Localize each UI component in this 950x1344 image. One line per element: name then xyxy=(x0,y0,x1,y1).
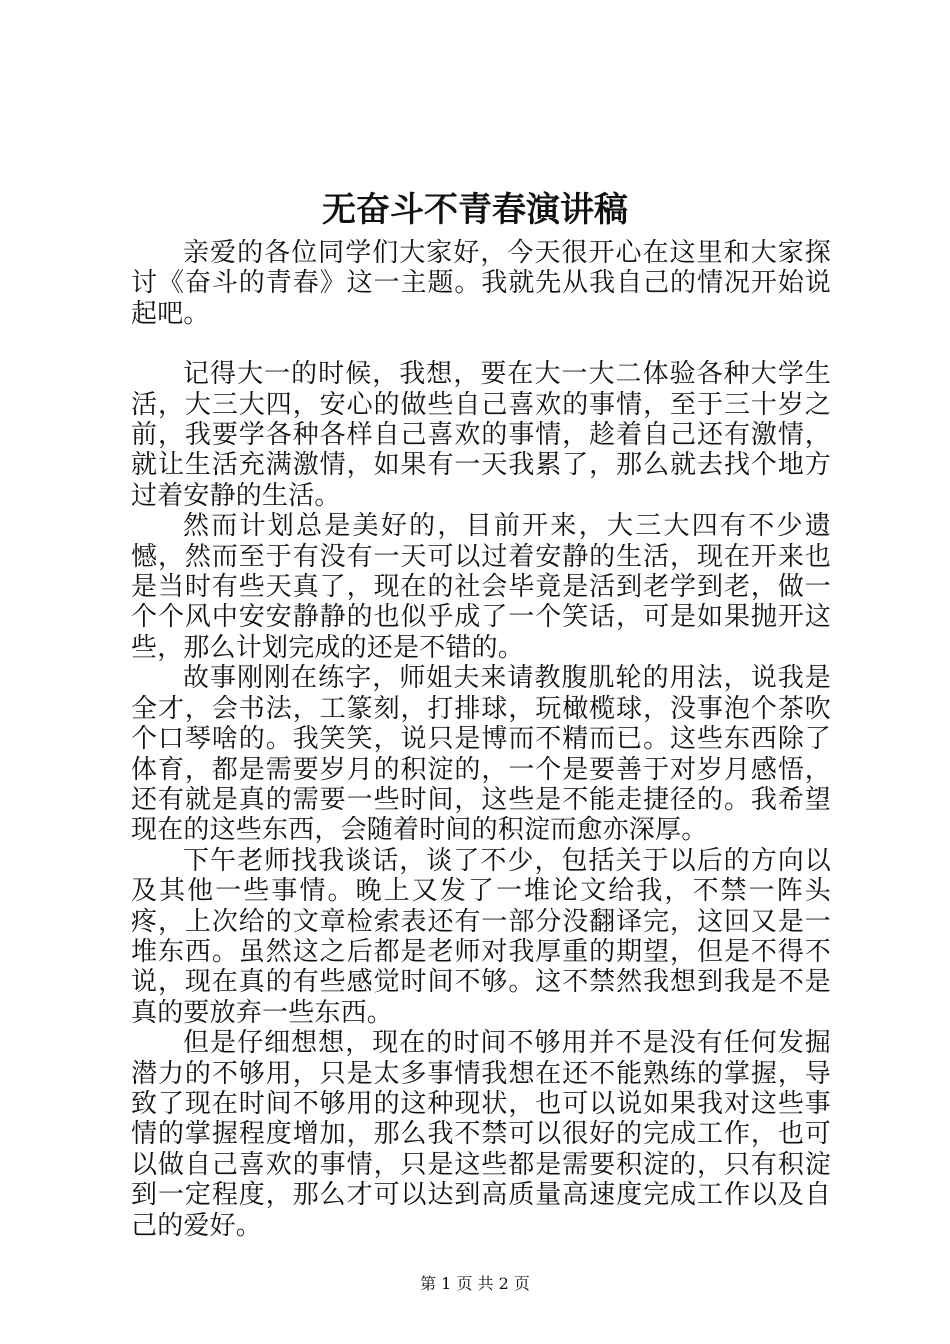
document-title: 无奋斗不青春演讲稿 xyxy=(322,190,628,230)
paragraph: 亲爱的各位同学们大家好，今天很开心在这里和大家探讨《奋斗的青春》这一主题。我就先从我自己的情况开始说起吧。 xyxy=(131,238,831,329)
paragraph-spacer xyxy=(131,329,831,359)
paragraph: 记得大一的时候，我想，要在大一大二体验各种大学生活，大三大四，安心的做些自己喜欢的事情，至于三十岁之前，我要学各种各样自己喜欢的事情，趁着自己还有激情，就让生活充满激情，如果有一天我累了，那么就去找个地方过着安静的生活。 xyxy=(131,359,831,511)
document-body xyxy=(131,238,831,1241)
paragraph: 但是仔细想想，现在的时间不够用并不是没有任何发掘潜力的不够用，只是太多事情我想在还不能熟练的掌握，导致了现在时间不够用的这种现状，也可以说如果我对这些事情的掌握程度增加，那么我不禁可以很好的完成工作，也可以做自己喜欢的事情，只是这些都是需要积淀的，只有积淀到一定程度，那么才可以达到高质量高速度完成工作以及自己的爱好。 xyxy=(131,1028,831,1241)
paragraph: 故事刚刚在练字，师姐夫来请教腹肌轮的用法，说我是全才，会书法，工篆刻，打排球，玩橄榄球，没事泡个茶吹个口琴啥的。我笑笑，说只是博而不精而已。这些东西除了体育，都是需要岁月的积淀的，一个是要善于对岁月感悟，还有就是真的需要一些时间，这些是不能走捷径的。我希望现在的这些东西，会随着时间的积淀而愈亦深厚。 xyxy=(131,663,831,846)
page-number-footer: 第 1 页 共 2 页 xyxy=(420,1274,530,1293)
paragraph: 下午老师找我谈话，谈了不少，包括关于以后的方向以及其他一些事情。晚上又发了一堆论文给我，不禁一阵头疼，上次给的文章检索表还有一部分没翻译完，这回又是一堆东西。虽然这之后都是老师对我厚重的期望，但是不得不说，现在真的有些感觉时间不够。这不禁然我想到我是不是真的要放弃一些东西。 xyxy=(131,845,831,1028)
paragraph: 然而计划总是美好的，目前开来，大三大四有不少遗憾，然而至于有没有一天可以过着安静的生活，现在开来也是当时有些天真了，现在的社会毕竟是活到老学到老，做一个个风中安安静静的也似乎成了一个笑话，可是如果抛开这些，那么计划完成的还是不错的。 xyxy=(131,511,831,663)
